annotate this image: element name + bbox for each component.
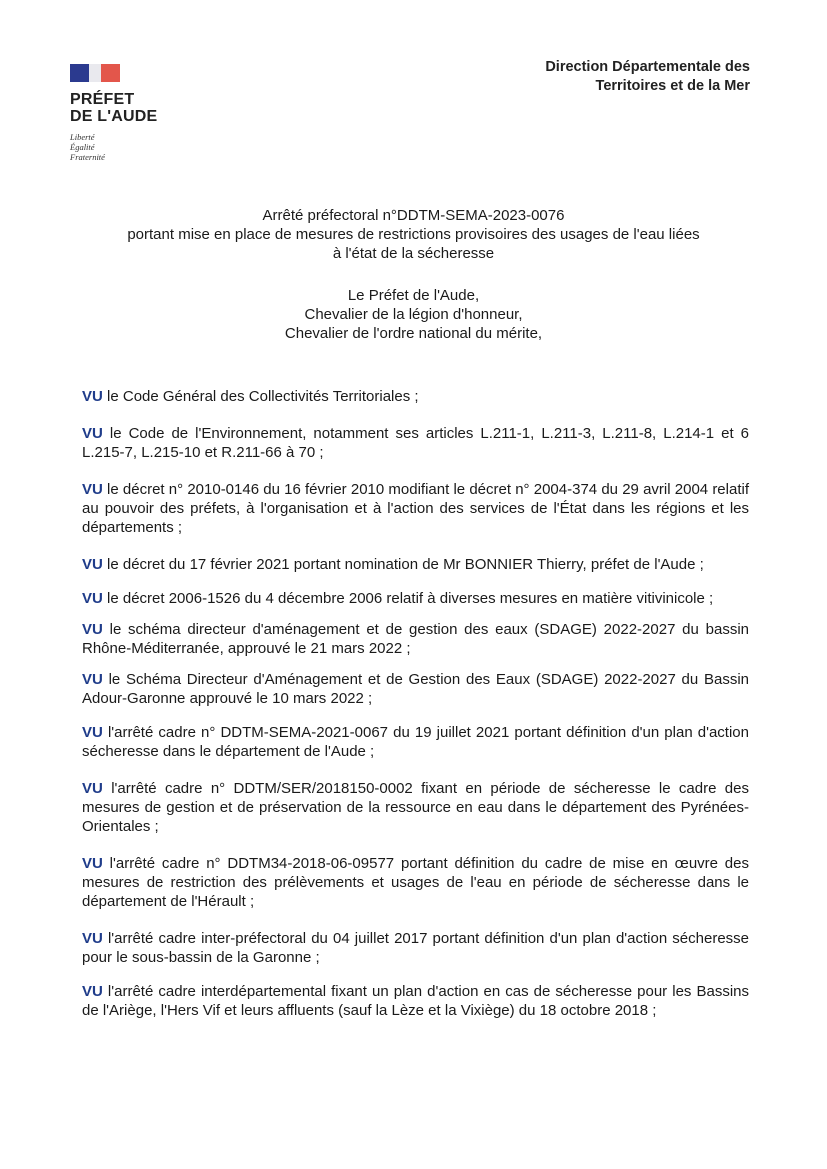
vu-keyword: VU [82,983,103,1000]
vu-keyword: VU [82,671,103,688]
vu-text: l'arrêté cadre n° DDTM34-2018-06-09577 portant définition du cadre de mise en œuvre des mesures de restriction des prélèvements et usages de l'eau en période de sécheresse dans le département de l'Hérault ; [82,855,749,910]
prefet-line1: Le Préfet de l'Aude, [347,287,480,304]
vu-keyword: VU [82,481,103,498]
logo-title-line1: PRÉFET [70,91,135,108]
vu-item [82,424,749,462]
vu-item [82,929,749,967]
vu-item [82,779,749,836]
vu-keyword: VU [82,425,103,442]
vu-item [82,670,749,708]
vu-text: l'arrêté cadre n° DDTM-SEMA-2021-0067 du 19 juillet 2021 portant définition d'un plan d'action sécheresse dans le département de l'Aude ; [82,724,749,760]
vu-item [82,854,749,911]
vu-text: le décret 2006-1526 du 4 décembre 2006 relatif à diverses mesures en matière vitivinicole ; [107,590,714,607]
vu-text: le décret n° 2010-0146 du 16 février 2010 modifiant le décret n° 2004-374 du 29 avril 2004 relatif au pouvoir des préfets, à l'organisation et à l'action des services de l'État dans les régions et les départements ; [82,481,749,536]
prefet-line2: Chevalier de la légion d'honneur, [304,306,523,323]
issuing-direction [545,58,750,96]
vu-keyword: VU [82,855,103,872]
motto-liberte: Liberté [70,132,95,142]
prefet-titles [0,286,827,343]
vu-keyword: VU [82,930,103,947]
vu-item [82,480,749,537]
vu-text: l'arrêté cadre inter-préfectoral du 04 juillet 2017 portant définition d'un plan d'action sécheresse pour le sous-bassin de la Garonne ; [82,930,749,966]
decree-title-line1: Arrêté préfectoral n°DDTM-SEMA-2023-0076 [262,207,565,224]
logo-title-line2: DE L'AUDE [70,108,158,125]
vu-keyword: VU [82,556,103,573]
vu-item [82,620,749,658]
decree-title-line2: portant mise en place de mesures de restrictions provisoires des usages de l'eau liées [127,226,700,243]
direction-line1: Direction Départementale des [545,59,750,75]
vu-item [82,982,749,1020]
vu-item [82,589,749,608]
vu-text: le Schéma Directeur d'Aménagement et de Gestion des Eaux (SDAGE) 2022-2027 du Bassin Adour-Garonne approuvé le 10 mars 2022 ; [82,671,749,707]
vu-keyword: VU [82,621,103,638]
vu-keyword: VU [82,724,103,741]
prefecture-logo [70,64,190,162]
vu-list [82,387,749,1020]
vu-text: l'arrêté cadre n° DDTM/SER/2018150-0002 fixant en période de sécheresse le cadre des mesures de gestion et de préservation de la ressource en eau dans le département des Pyrénées-Orientales ; [82,780,749,835]
prefet-line3: Chevalier de l'ordre national du mérite, [284,325,543,342]
motto-fraternite: Fraternité [70,152,105,162]
logo-motto [70,132,190,162]
vu-keyword: VU [82,590,103,607]
direction-line2: Territoires et de la Mer [595,78,750,94]
vu-item [82,555,749,574]
vu-item [82,387,749,406]
vu-text: le décret du 17 février 2021 portant nomination de Mr BONNIER Thierry, préfet de l'Aude ; [107,556,704,573]
motto-egalite: Égalité [70,142,95,152]
vu-text: le Code de l'Environnement, notamment ses articles L.211-1, L.211-3, L.211-8, L.214-1 et 6 L.215-7, L.215-10 et R.211-66 à 70 ; [82,425,750,461]
decree-title-line3: à l'état de la sécheresse [332,245,495,262]
decree-title [0,206,827,263]
vu-text: le Code Général des Collectivités Territoriales ; [107,388,419,405]
french-flag-icon [70,64,120,82]
vu-item [82,723,749,761]
vu-keyword: VU [82,388,103,405]
vu-text: le schéma directeur d'aménagement et de gestion des eaux (SDAGE) 2022-2027 du bassin Rhône-Méditerranée, approuvé le 21 mars 2022 ; [82,621,749,657]
vu-text: l'arrêté cadre interdépartemental fixant un plan d'action en cas de sécheresse pour les Bassins de l'Ariège, l'Hers Vif et leurs affluents (sauf la Lèze et la Vixiège) du 18 octobre 2018 ; [82,983,750,1019]
vu-keyword: VU [82,780,103,797]
